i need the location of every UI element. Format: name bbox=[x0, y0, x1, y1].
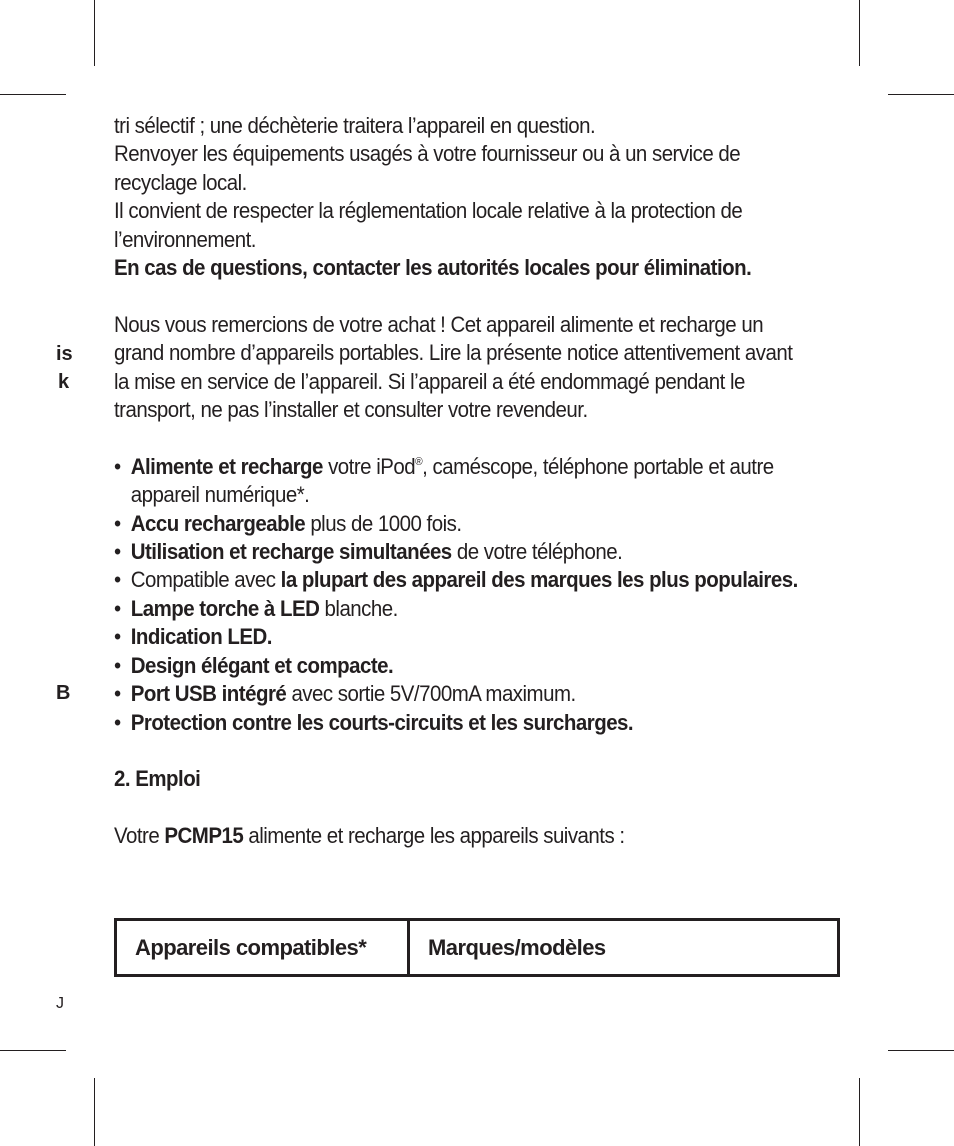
bold-text: la plupart des appareil des marques les plus populaires. bbox=[280, 567, 798, 593]
list-text: de votre téléphone. bbox=[451, 539, 623, 565]
model-name: PCMP15 bbox=[164, 823, 244, 849]
crop-mark bbox=[94, 0, 95, 66]
list-text: Compatible avec bbox=[130, 567, 281, 593]
table-header-brands: Marques/modèles bbox=[428, 934, 606, 960]
list-text: votre iPod bbox=[322, 453, 416, 479]
list-item bbox=[114, 453, 802, 510]
crop-mark bbox=[888, 1050, 954, 1051]
table-header-devices: Appareils compatibles* bbox=[117, 921, 410, 974]
bold-text: Design élégant et compacte. bbox=[130, 652, 394, 678]
bold-text: Lampe torche à LED bbox=[130, 595, 320, 621]
list-item bbox=[114, 538, 802, 566]
list-item bbox=[114, 595, 802, 623]
list-text: blanche. bbox=[319, 595, 398, 621]
list-text: , caméscope, téléphone portable et autre appareil numérique*. bbox=[130, 453, 774, 508]
bold-text: En cas de questions, contacter les autorités locales pour élimination. bbox=[114, 255, 752, 281]
paragraph: Renvoyer les équipements usagés à votre fournisseur ou à un service de recyclage local. bbox=[114, 141, 741, 195]
paragraph: Il convient de respecter la réglementation locale relative à la protection de l’environnement. bbox=[114, 198, 743, 252]
list-item bbox=[114, 566, 802, 594]
registered-mark: ® bbox=[415, 455, 423, 468]
list-item bbox=[114, 680, 802, 708]
bold-text: Indication LED. bbox=[130, 624, 272, 650]
margin-fragment: J bbox=[56, 995, 64, 1012]
crop-mark bbox=[888, 94, 954, 95]
paragraph-bold bbox=[114, 254, 802, 282]
list-text: avec sortie 5V/700mA maximum. bbox=[286, 681, 576, 707]
list-item bbox=[114, 652, 802, 680]
list-item bbox=[114, 623, 802, 651]
crop-mark bbox=[0, 1050, 66, 1051]
bold-text: Port USB intégré bbox=[130, 681, 287, 707]
margin-fragment: is bbox=[56, 343, 73, 365]
crop-mark bbox=[859, 1078, 860, 1146]
bold-text: Utilisation et recharge simultanées bbox=[130, 539, 452, 565]
crop-mark bbox=[94, 1078, 95, 1146]
crop-mark bbox=[0, 94, 66, 95]
document-body bbox=[114, 112, 802, 851]
list-text: plus de 1000 fois. bbox=[305, 510, 462, 536]
bold-text: Protection contre les courts-circuits et les surcharges. bbox=[130, 709, 634, 735]
list-item bbox=[114, 510, 802, 538]
crop-mark bbox=[859, 0, 860, 66]
usage-text: Votre bbox=[114, 823, 165, 849]
section-heading bbox=[114, 765, 802, 793]
paragraph: tri sélectif ; une déchèterie traitera l’appareil en question. bbox=[114, 113, 596, 138]
margin-fragment: B bbox=[56, 682, 71, 704]
compatibility-table bbox=[114, 918, 840, 977]
bold-text: Accu rechargeable bbox=[130, 510, 306, 536]
usage-paragraph bbox=[114, 822, 802, 850]
usage-text: alimente et recharge les appareils suivants : bbox=[243, 823, 625, 849]
bold-text: Alimente et recharge bbox=[130, 453, 323, 479]
feature-list bbox=[114, 453, 802, 737]
intro-paragraph: Nous vous remercions de votre achat ! Cet appareil alimente et recharge un grand nombre d’appareils portables. Lire la présente notice attentivement avant la mise en service de l’appareil. Si l’appareil a été endommagé pendant le transport, ne pas l’installer et consulter votre revendeur. bbox=[114, 311, 793, 423]
list-item bbox=[114, 709, 802, 737]
bold-text: 2. Emploi bbox=[114, 766, 201, 792]
margin-fragment: k bbox=[58, 371, 70, 393]
